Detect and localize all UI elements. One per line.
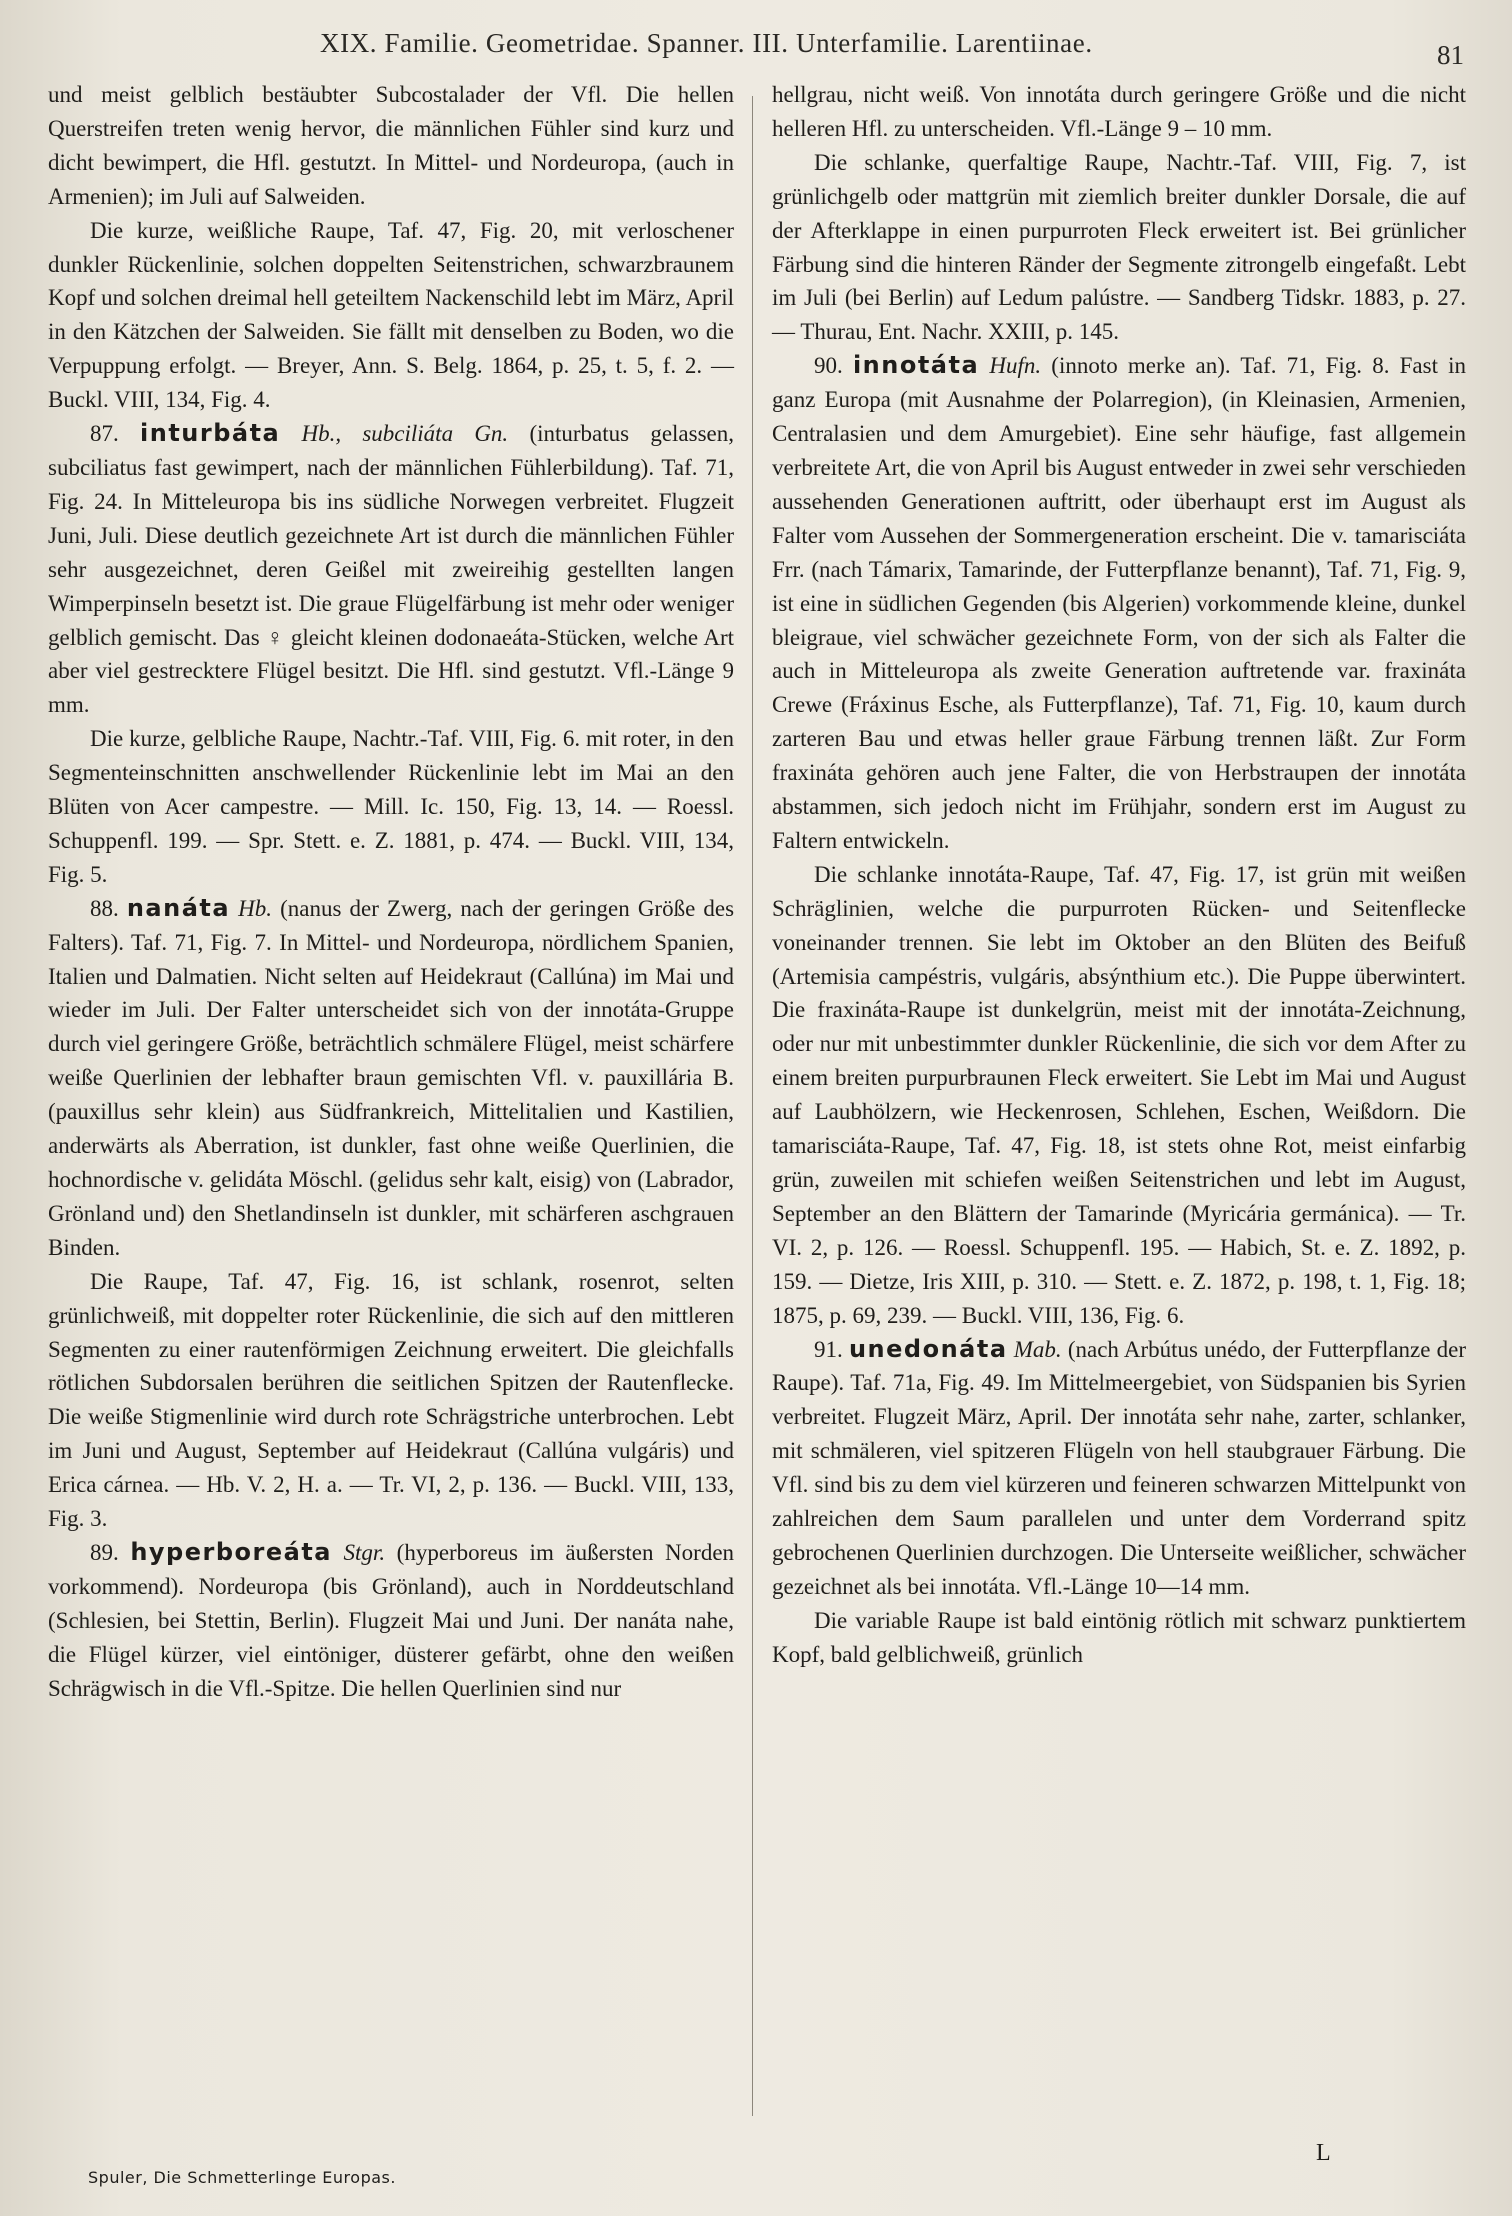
species-name: inturbáta [140, 419, 281, 448]
species-entry [48, 892, 734, 1265]
column-divider [752, 96, 753, 2116]
paragraph-text: Die variable Raupe ist bald eintönig rötlich mit schwarz punktiertem Kopf, bald gelblichweiß, grünlich [772, 1607, 1466, 1667]
entry-number: 88. [90, 895, 119, 921]
species-entry [772, 1333, 1466, 1604]
page-number: 81 [1437, 40, 1464, 70]
paragraph [48, 214, 734, 417]
paragraph [772, 858, 1466, 1333]
page-header [0, 20, 1512, 70]
paragraph-text: (nanus der Zwerg, nach der geringen Größe des Falters). Taf. 71, Fig. 7. In Mittel- und Nordeuropa, nördlichem Spanien, Italien und Dalmatien. Nicht selten auf Heidekraut (Callúna) im Mai und wieder im Juli. Der Falter unterscheidet sich von der innotáta-Gruppe durch viel geringere Größe, beträchtlich schmälere Flügel, meist schärfere weiße Querlinien der lebhafter braun gemischten Vfl. v. pauxillária B. (pauxillus sehr klein) aus Südfrankreich, Mittelitalien und Kastilien, anderwärts als Aberration, ist dunkler, fast ohne weiße Querlinien, die hochnordische v. gelidáta Möschl. (gelidus sehr kalt, eisig) von (Labrador, Grönland und) den Shetlandinseln ist dunkler, mit schärferen aschgrauen Binden. [48, 895, 735, 1260]
paragraph [48, 1265, 734, 1536]
paragraph-text: (innoto merke an). Taf. 71, Fig. 8. Fast in ganz Europa (mit Ausnahme der Polarregion), (in Kleinasien, Armenien, Centralasien und dem Amurgebiet). Eine sehr häufige, fast allgemein verbreitete Art, die von April bis August entweder in zwei sehr verschieden aussehenden Generationen auftritt, oder überhaupt erst im August als Falter vom Aussehen der Sommergeneration erscheint. Die v. tamarisciáta Frr. (nach Támarix, Tamarinde, der Futterpflanze benannt), Taf. 71, Fig. 9, ist eine in südlichen Gegenden (bis Algerien) vorkommende kleine, dunkel bleigraue, viel schwächer gezeichnete Form, von der sich als Falter die auch in Mitteleuropa als zweite Generation auftretende var. fraxináta Crewe (Fráxinus Esche, als Futterpflanze), Taf. 71, Fig. 10, kaum durch zarteren Bau und etwas heller graue Färbung trennen läßt. Zur Form fraxináta gehören auch jene Falter, die von Herbstraupen der innotáta abstammen, sich jedoch nicht im Frühjahr, sondern erst im August zu Faltern entwickeln. [772, 353, 1467, 853]
paragraph-text: Die schlanke innotáta-Raupe, Taf. 47, Fig. 17, ist grün mit weißen Schräglinien, welche die purpurroten Rücken- und Seitenflecke voneinander trennen. Sie lebt im Oktober an den Blüten des Beifuß (Artemisia campéstris, vulgáris, absýnthium etc.). Die Puppe überwintert. Die fraxináta-Raupe ist dunkelgrün, meist mit der innotáta-Zeichnung, oder nur mit unbestimmter dunkler Rückenlinie, die sich vor dem After zu einem breiten purpurbraunen Fleck erweitert. Sie Lebt im Mai und August auf Laubhölzern, wie Heckenrosen, Schlehen, Eschen, Weißdorn. Die tamarisciáta-Raupe, Taf. 47, Fig. 18, ist stets ohne Rot, meist einfarbig grün, zuweilen mit schiefen weißen Seitenstrichen und lebt im August, September an den Blättern der Tamarinde (Myricária germánica). — Tr. VI. 2, p. 126. — Roessl. Schuppenfl. 195. — Habich, St. e. Z. 1892, p. 159. — Dietze, Iris XIII, p. 310. — Stett. e. Z. 1872, p. 198, t. 1, Fig. 18; 1875, p. 69, 239. — Buckl. VIII, 136, Fig. 6. [772, 861, 1466, 1328]
paragraph-text: Die kurze, gelbliche Raupe, Nachtr.-Taf. VIII, Fig. 6. mit roter, in den Segmenteinschnitten anschwellender Rückenlinie lebt im Mai an den Blüten von Acer campestre. — Mill. Ic. 150, Fig. 13, 14. — Roessl. Schuppenfl. 199. — Spr. Stett. e. Z. 1881, p. 474. — Buckl. VIII, 134, Fig. 5. [48, 726, 734, 887]
paragraph [48, 722, 734, 892]
right-column [772, 78, 1466, 1672]
paragraph [772, 146, 1466, 349]
species-entry [48, 417, 734, 722]
species-author: Hufn. [989, 353, 1042, 379]
paragraph-text: (inturbatus gelassen, subciliatus fast gewimpert, nach der männlichen Fühlerbildung). Taf. 71, Fig. 24. In Mitteleuropa bis ins südliche Norwegen verbreitet. Flugzeit Juni, Juli. Diese deutlich gezeichnete Art ist durch die männlichen Fühler sehr ausgezeichnet, deren Geißel mit zweireihig gestellten langen Wimperpinseln besetzt ist. Die graue Flügelfärbung ist mehr oder weniger gelblich gemischt. Das ♀ gleicht kleinen dodonaeáta-Stücken, welche Art aber viel gestrecktere Flügel besitzt. Die Hfl. sind gestutzt. Vfl.-Länge 9 mm. [48, 421, 734, 718]
species-author: Mab. [1013, 1336, 1062, 1362]
species-name: hyperboreáta [130, 1537, 332, 1566]
running-title: XIX. Familie. Geometridae. Spanner. III. Unterfamilie. Larentiinae. [320, 28, 1093, 58]
species-entry [48, 1536, 734, 1706]
paragraph-text: hellgrau, nicht weiß. Von innotáta durch geringere Größe und die nicht helleren Hfl. zu unterscheiden. Vfl.-Länge 9 – 10 mm. [772, 82, 1466, 141]
entry-number: 91. [814, 1336, 843, 1362]
paragraph-text: (nach Arbútus unédo, der Futterpflanze der Raupe). Taf. 71a, Fig. 49. Im Mittelmeergebiet, von Südspanien bis Syrien verbreitet. Flugzeit März, April. Der innotáta sehr nahe, zarter, schlanker, mit schmäleren, viel spitzeren Flügeln von hell staubgrauer Färbung. Die Vfl. sind bis zu dem viel kürzeren und feineren schwarzen Mittelpunkt von zahlreichen dem Saum parallelen und unter dem Vorderrand spitz gebrochenen Querlinien durchzogen. Die Unterseite weißlicher, schwächer gezeichnet als bei innotáta. Vfl.-Länge 10—14 mm. [772, 1336, 1467, 1599]
signature-mark: L [1316, 2140, 1331, 2166]
paragraph-text: (hyperboreus im äußersten Norden vorkommend). Nordeuropa (bis Grönland), auch in Norddeutschland (Schlesien, bei Stettin, Berlin). Flugzeit Mai und Juni. Der nanáta nahe, die Flügel kürzer, viel eintöniger, düsterer gefärbt, ohne den weißen Schrägwisch in die Vfl.-Spitze. Die hellen Querlinien sind nur [48, 1539, 735, 1701]
entry-number: 89. [90, 1539, 119, 1565]
paragraph-text: und meist gelblich bestäubter Subcostalader der Vfl. Die hellen Querstreifen treten wenig hervor, die männlichen Fühler sind kurz und dicht bewimpert, die Hfl. gestutzt. In Mittel- und Nordeuropa, (auch in Armenien); im Juli auf Salweiden. [48, 82, 734, 209]
entry-number: 90. [814, 353, 843, 379]
species-author: Hb. [238, 895, 273, 921]
paragraph-text: Die kurze, weißliche Raupe, Taf. 47, Fig. 20, mit verloschener dunkler Rückenlinie, solchen doppelten Seitenstrichen, schwarzbraunem Kopf und solchen dreimal hell geteiltem Nackenschild lebt im März, April in den Kätzchen der Salweiden. Sie fällt mit denselben zu Boden, wo die Verpuppung erfolgt. — Breyer, Ann. S. Belg. 1864, p. 25, t. 5, f. 2. — Buckl. VIII, 134, Fig. 4. [48, 217, 734, 413]
species-author: Stgr. [343, 1539, 386, 1565]
left-column [48, 78, 734, 1706]
paragraph [772, 78, 1466, 146]
paragraph [772, 1604, 1466, 1672]
paragraph-text: Die Raupe, Taf. 47, Fig. 16, ist schlank, rosenrot, selten grünlichweiß, mit doppelter roter Rückenlinie, die sich auf den mittleren Segmenten zu einer rautenförmigen Zeichnung erweitert. Die gleichfalls rötlichen Subdorsalen berühren die seitlichen Spitzen der Rautenflecke. Die weiße Stigmenlinie wird durch rote Schrägstriche unterbrochen. Lebt im Juni und August, September auf Heidekraut (Callúna vulgáris) und Erica cárnea. — Hb. V. 2, H. a. — Tr. VI, 2, p. 136. — Buckl. VIII, 133, Fig. 3. [48, 1268, 734, 1532]
species-name: innotáta [852, 351, 980, 380]
paragraph [48, 78, 734, 214]
species-author: Hb., subciliáta Gn. [301, 421, 509, 447]
footer-source: Spuler, Die Schmetterlinge Europas. [88, 2168, 396, 2187]
species-name: unedonáta [848, 1334, 1008, 1363]
species-name: nanáta [126, 893, 231, 922]
paragraph-text: Die schlanke, querfaltige Raupe, Nachtr.-Taf. VIII, Fig. 7, ist grünlichgelb oder mattgrün mit ziemlich breiter dunkler Dorsale, die auf der Afterklappe in einen purpurroten Fleck erweitert ist. Bei grünlicher Färbung sind die hinteren Ränder der Segmente zitrongelb eingefaßt. Lebt im Juli (bei Berlin) auf Ledum palústre. — Sandberg Tidskr. 1883, p. 27. — Thurau, Ent. Nachr. XXIII, p. 145. [772, 149, 1466, 345]
species-entry [772, 349, 1466, 858]
entry-number: 87. [90, 421, 119, 447]
